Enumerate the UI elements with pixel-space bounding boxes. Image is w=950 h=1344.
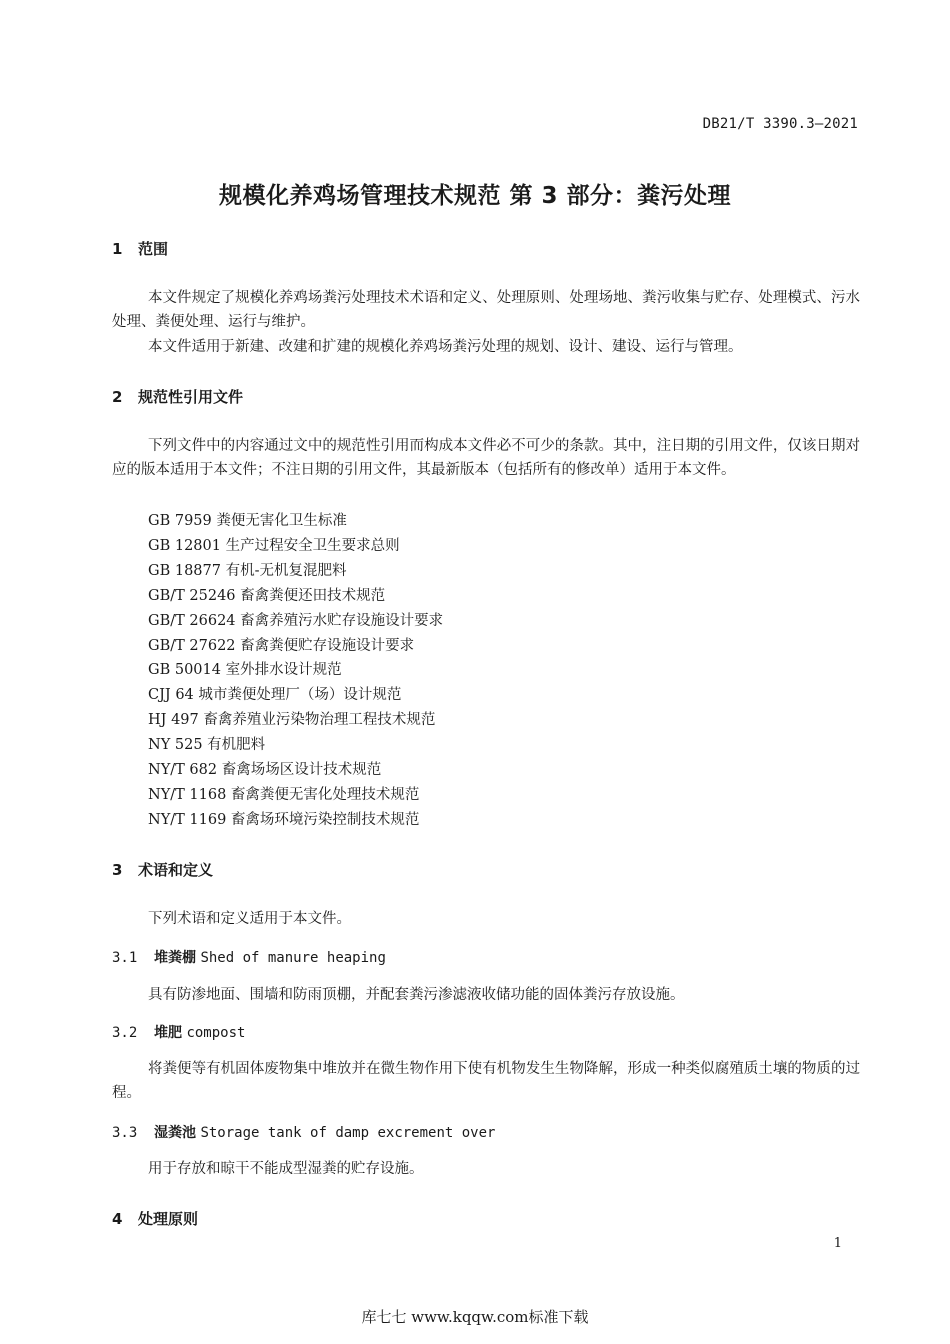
reference-item: GB/T 25246 畜禽粪便还田技术规范 (148, 587, 386, 604)
term-3-1-heading (112, 947, 386, 967)
term-en: compost (186, 1025, 246, 1041)
term-3-2-definition: 将粪便等有机固体废物集中堆放并在微生物作用下使有机物发生生物降解，形成一种类似腐殖质土壤的物质的过程。 (112, 1061, 860, 1101)
section-2-paragraph-1: 下列文件中的内容通过文中的规范性引用而构成本文件必不可少的条款。其中，注日期的引用文件，仅该日期对应的版本适用于本文件；不注日期的引用文件，其最新版本（包括所有的修改单）适用于本文件。 (112, 438, 860, 478)
term-en: Storage tank of damp excrement over (200, 1125, 496, 1141)
section-number: 4 (112, 1210, 123, 1228)
reference-item: NY/T 1169 畜禽场环境污染控制技术规范 (148, 811, 420, 828)
document-title: 规模化养鸡场管理技术规范 第 3 部分：粪污处理 (218, 183, 732, 209)
term-zh: 堆肥 (154, 1025, 182, 1041)
section-number: 2 (112, 388, 123, 406)
section-title: 术语和定义 (138, 861, 214, 879)
term-3-1-definition: 具有防渗地面、围墙和防雨顶棚，并配套粪污渗滤液收储功能的固体粪污存放设施。 (148, 987, 685, 1003)
section-1-paragraph-1: 本文件规定了规模化养鸡场粪污处理技术术语和定义、处理原则、处理场地、粪污收集与贮存、处理模式、污水处理、粪便处理、运行与维护。 (112, 290, 860, 330)
term-number: 3.2 (112, 1025, 138, 1041)
term-3-3-heading (112, 1122, 495, 1142)
reference-item: GB 7959 粪便无害化卫生标准 (148, 513, 347, 529)
reference-item: GB 50014 室外排水设计规范 (148, 662, 342, 679)
section-title: 处理原则 (138, 1210, 199, 1228)
section-number: 1 (112, 240, 123, 258)
section-1-paragraph-2: 本文件适用于新建、改建和扩建的规模化养鸡场粪污处理的规划、设计、建设、运行与管理。 (148, 339, 743, 355)
section-1-heading (112, 238, 168, 259)
section-title: 范围 (138, 240, 169, 258)
reference-item: HJ 497 畜禽养殖业污染物治理工程技术规范 (148, 712, 436, 729)
term-3-2-heading (112, 1022, 245, 1042)
section-4-heading (112, 1208, 198, 1229)
normative-reference-list (148, 509, 443, 833)
term-3-3-definition: 用于存放和晾干不能成型湿粪的贮存设施。 (148, 1161, 424, 1177)
section-number: 3 (112, 861, 123, 879)
page-number: 1 (833, 1236, 842, 1251)
reference-item: GB/T 27622 畜禽粪便贮存设施设计要求 (148, 637, 415, 654)
term-en: Shed of manure heaping (200, 950, 386, 966)
reference-item: GB 12801 生产过程安全卫生要求总则 (148, 537, 400, 554)
reference-item: CJJ 64 城市粪便处理厂（场）设计规范 (148, 687, 402, 704)
reference-item: NY 525 有机肥料 (148, 737, 266, 754)
reference-item: NY/T 682 畜禽场场区设计技术规范 (148, 762, 382, 779)
section-3-paragraph-1: 下列术语和定义适用于本文件。 (148, 911, 351, 927)
document-code: DB21/T 3390.3—2021 (702, 116, 858, 132)
term-number: 3.1 (112, 950, 138, 966)
term-zh: 堆粪棚 (154, 950, 196, 966)
term-zh: 湿粪池 (154, 1125, 196, 1141)
section-title: 规范性引用文件 (138, 388, 244, 406)
reference-item: GB/T 26624 畜禽养殖污水贮存设施设计要求 (148, 612, 444, 629)
footer-watermark: 库七七 www.kqqw.com标准下载 (361, 1308, 589, 1326)
reference-item: GB 18877 有机-无机复混肥料 (148, 562, 347, 579)
term-number: 3.3 (112, 1125, 138, 1141)
reference-item: NY/T 1168 畜禽粪便无害化处理技术规范 (148, 786, 420, 803)
section-2-heading (112, 386, 243, 407)
section-3-heading (112, 859, 213, 880)
